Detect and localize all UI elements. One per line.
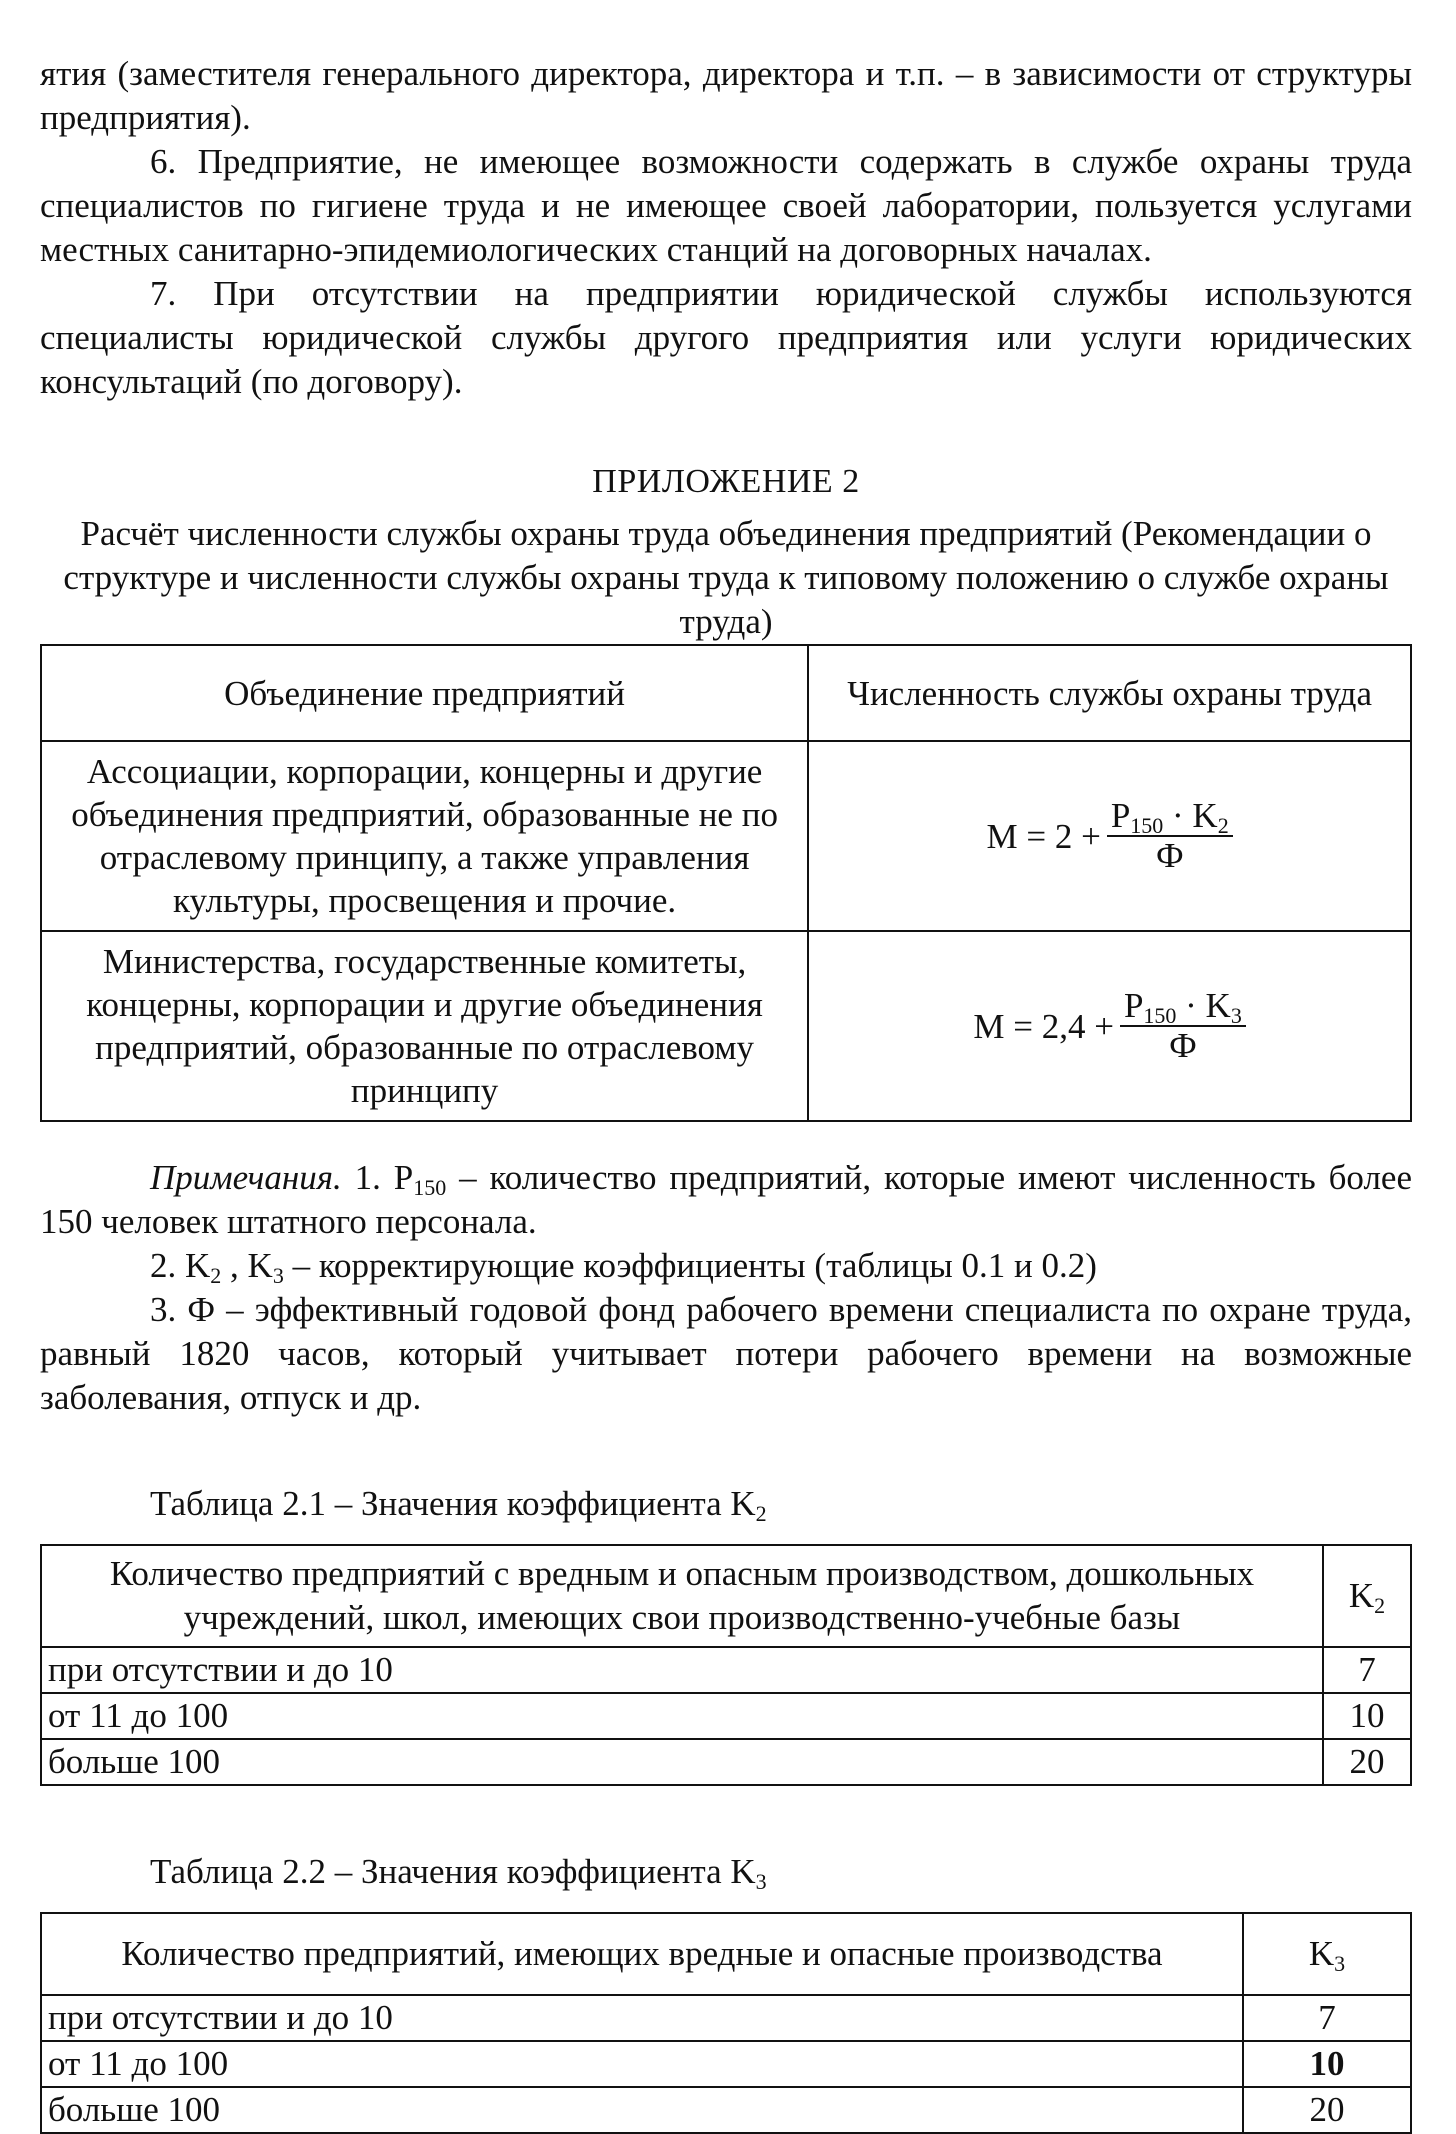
table-row bbox=[41, 1647, 1411, 1693]
table-row bbox=[41, 1693, 1411, 1739]
formula-numerator bbox=[1107, 797, 1233, 837]
table-header-row bbox=[41, 1913, 1411, 1995]
header-k-subscript: 2 bbox=[1374, 1593, 1386, 1618]
table-2-1-header-description: Количество предприятий с вредным и опасным производством, дошкольных учреждений, школ, имеющих свои производственно-учебные базы bbox=[41, 1545, 1323, 1647]
row-value: 20 bbox=[1323, 1739, 1411, 1785]
row-description: Министерства, государственные комитеты, концерны, корпорации и другие объединения предприятий, образованные по отраслевому принципу bbox=[41, 931, 808, 1121]
table-row bbox=[41, 741, 1411, 931]
row-description: Ассоциации, корпорации, концерны и другие объединения предприятий, образованные не по отраслевому принципу, а также управления культуры, просвещения и прочие. bbox=[41, 741, 808, 931]
header-k-letter: K bbox=[1348, 1576, 1375, 1615]
numerator-p-subscript: 150 bbox=[1143, 1003, 1177, 1028]
document-page bbox=[40, 52, 1412, 2134]
note-1-prefix: 1. P bbox=[341, 1158, 414, 1197]
formula-fraction bbox=[1107, 797, 1233, 875]
header-staff-count: Численность службы охраны труда bbox=[808, 645, 1411, 741]
formula-lhs: M = 2,4 + bbox=[973, 1006, 1114, 1046]
paragraph-item-6: 6. Предприятие, не имеющее возможности содержать в службе охраны труда специалистов по гигиене труда и не имеющее своей лаборатории, пользуется услугами местных санитарно-эпидемиологических станций на договорных началах. bbox=[40, 142, 1412, 269]
table-row bbox=[41, 931, 1411, 1121]
note-1-text: – количество предприятий, которые имеют численность более 150 человек штатного персонала. bbox=[40, 1158, 1413, 1241]
formula-denominator: Ф bbox=[1169, 1026, 1197, 1065]
appendix-subtitle: Расчёт численности службы охраны труда объединения предприятий (Рекомендации о структуре и численности службы охраны труда к типовому положению о службе охраны труда) bbox=[63, 514, 1389, 641]
note-1 bbox=[40, 1156, 1412, 1244]
table-2-1 bbox=[40, 1544, 1412, 1786]
formula-lhs: M = 2 + bbox=[986, 816, 1101, 856]
formula-cell bbox=[808, 741, 1411, 931]
note-3: 3. Ф – эффективный годовой фонд рабочего времени специалиста по охране труда, равный 1820 часов, который учитывает потери рабочего времени на возможные заболевания, отпуск и др. bbox=[40, 1290, 1412, 1417]
row-value: 7 bbox=[1323, 1647, 1411, 1693]
appendix-title: ПРИЛОЖЕНИЕ 2 bbox=[592, 463, 860, 500]
row-label: от 11 до 100 bbox=[41, 2041, 1243, 2087]
table-2-1-caption bbox=[150, 1482, 1412, 1526]
formula-denominator: Ф bbox=[1155, 836, 1184, 875]
table-2-1-header-k bbox=[1323, 1545, 1411, 1647]
formula bbox=[973, 987, 1246, 1065]
notes-label: Примечания. bbox=[150, 1158, 342, 1197]
table-row bbox=[41, 2087, 1411, 2133]
numerator-p: P bbox=[1123, 986, 1144, 1025]
table-2-2-caption-subscript: 3 bbox=[755, 1869, 767, 1894]
row-value: 10 bbox=[1323, 1693, 1411, 1739]
row-label: от 11 до 100 bbox=[41, 1693, 1323, 1739]
row-label: больше 100 bbox=[41, 1739, 1323, 1785]
numerator-k: · K bbox=[1163, 796, 1218, 835]
header-k-letter: K bbox=[1308, 1934, 1335, 1973]
note-2-k3-subscript: 3 bbox=[272, 1263, 284, 1288]
paragraph-item-7: 7. При отсутствии на предприятии юридической службы используются специалисты юридической службы другого предприятия или услуги юридических консультаций (по договору). bbox=[40, 274, 1412, 401]
table-2-2 bbox=[40, 1912, 1412, 2134]
table-2-2-caption-text: Таблица 2.2 – Значения коэффициента K bbox=[150, 1852, 756, 1891]
numerator-p-subscript: 150 bbox=[1130, 813, 1164, 838]
row-label: при отсутствии и до 10 bbox=[41, 1995, 1243, 2041]
note-2-k2-subscript: 2 bbox=[210, 1263, 222, 1288]
note-2 bbox=[40, 1244, 1412, 1288]
formula-cell bbox=[808, 931, 1411, 1121]
formula bbox=[986, 797, 1232, 875]
paragraph-continuation: ятия (заместителя генерального директора, директора и т.п. – в зависимости от структуры предприятия). bbox=[40, 54, 1412, 137]
formula-fraction bbox=[1120, 987, 1246, 1065]
note-2-k2: 2. K bbox=[150, 1246, 211, 1285]
table-header-row bbox=[41, 1545, 1411, 1647]
numerator-k-subscript: 3 bbox=[1230, 1003, 1242, 1028]
header-k-subscript: 3 bbox=[1334, 1951, 1346, 1976]
formula-numerator bbox=[1120, 987, 1246, 1027]
numerator-k: · K bbox=[1176, 986, 1231, 1025]
table-row bbox=[41, 2041, 1411, 2087]
note-2-text: – корректирующие коэффициенты (таблицы 0.1 и 0.2) bbox=[283, 1246, 1097, 1285]
row-label: больше 100 bbox=[41, 2087, 1243, 2133]
table-header-row bbox=[41, 645, 1411, 741]
table-2-1-caption-subscript: 2 bbox=[755, 1501, 767, 1526]
table-2-2-header-k bbox=[1243, 1913, 1411, 1995]
note-1-subscript: 150 bbox=[413, 1175, 447, 1200]
table-2-2-caption bbox=[150, 1850, 1412, 1894]
table-2-2-header-description: Количество предприятий, имеющих вредные и опасные производства bbox=[41, 1913, 1243, 1995]
table-2-1-caption-text: Таблица 2.1 – Значения коэффициента K bbox=[150, 1484, 756, 1523]
numerator-k-subscript: 2 bbox=[1217, 813, 1229, 838]
numerator-p: P bbox=[1110, 796, 1131, 835]
row-value: 20 bbox=[1243, 2087, 1411, 2133]
table-row bbox=[41, 1995, 1411, 2041]
staffing-table bbox=[40, 644, 1412, 1122]
row-value: 10 bbox=[1243, 2041, 1411, 2087]
notes-block bbox=[40, 1156, 1412, 1420]
header-associations: Объединение предприятий bbox=[41, 645, 808, 741]
note-2-k3: , K bbox=[221, 1246, 273, 1285]
row-label: при отсутствии и до 10 bbox=[41, 1647, 1323, 1693]
row-value: 7 bbox=[1243, 1995, 1411, 2041]
table-row bbox=[41, 1739, 1411, 1785]
